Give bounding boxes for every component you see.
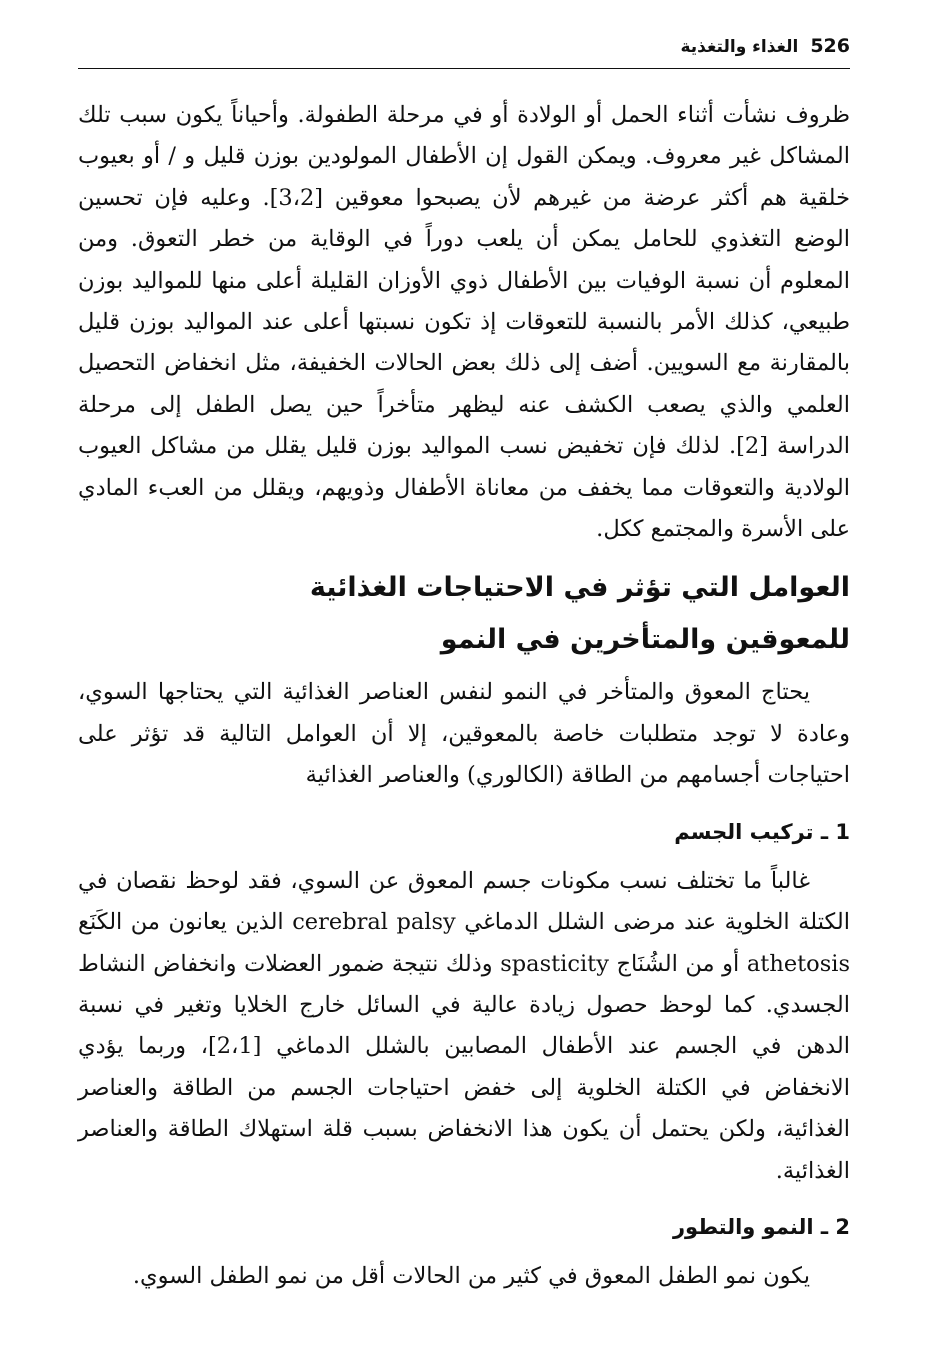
paragraph-body-composition: [78, 861, 850, 1192]
body-composition-text-b: الذين يعانون من الكَنَع: [78, 909, 284, 936]
subsection-heading-growth: 2 ـ النمو والتطور: [672, 1214, 850, 1239]
term-athetosis: athetosis: [746, 950, 851, 977]
section-title-line-1: العوامل التي تؤثر في الاحتياجات الغذائية: [309, 572, 850, 604]
section-title: [78, 562, 850, 666]
body-composition-text-c: أو من الشُنَاج: [616, 950, 740, 977]
body-composition-text-a: غالباً ما تختلف نسب مكونات جسم المعوق عن السوي، فقد لوحظ نقصان في الكتلة الخلوية عند مرضى الشلل الدماغي: [78, 867, 851, 936]
body-composition-text-d: وذلك نتيجة ضمور العضلات وانخفاض النشاط الجسدي. كما لوحظ حصول زيادة عالية في السائل خارج الخلايا وتغير في نسبة الدهن في الجسم عند الأطفال المصابين بالشلل الدماغي [2،1]، وربما يؤدي الانخفاض في الكتلة الخلوية إلى خفض احتياجات الجسم من الطاقة والعناصر الغذائية، ولكن يحتمل أن يكون هذا الانخفاض بسبب قلة استهلاك الطاقة والعناصر الغذائية.: [78, 950, 851, 1184]
header-rule: [78, 68, 850, 69]
running-head: [78, 28, 850, 64]
paragraph-intro: ظروف نشأت أثناء الحمل أو الولادة أو في مرحلة الطفولة. وأحياناً يكون سبب تلك المشاكل غير معروف. ويمكن القول إن الأطفال المولودين بوزن قليل و / أو بعيوب خلقية هم أكثر عرضة من غيرهم لأن يصبحوا معوقين [3،2]. وعليه فإن تحسين الوضع التغذوي للحامل يمكن أن يلعب دوراً في الوقاية من خطر التعوق. ومن المعلوم أن نسبة الوفيات بين الأطفال ذوي الأوزان القليلة أعلى منها للمواليد بوزن طبيعي، كذلك الأمر بالنسبة للتعوقات إذ تكون نسبتها أعلى عند المواليد بوزن قليل بالمقارنة مع السويين. أضف إلى ذلك بعض الحالات الخفيفة، مثل انخفاض التحصيل العلمي والذي يصعب الكشف عنه ليظهر متأخراً حين يصل الطفل إلى مرحلة الدراسة [2]. لذلك فإن تخفيض نسب المواليد بوزن قليل يقلل من مشاكل العيوب الولادية والتعوقات مما يخفف من معاناة الأطفال وذويهم، ويقلل من العبء المادي على الأسرة والمجتمع ككل.: [78, 102, 850, 543]
section-intro-paragraph: يحتاج المعوق والمتأخر في النمو لنفس العناصر الغذائية التي يحتاجها السوي، وعادة لا توجد متطلبات خاصة بالمعوقين، إلا أن العوامل التالية قد تؤثر على احتياجات أجسامهم من الطاقة (الكالوري) والعناصر الغذائية: [78, 679, 850, 789]
subsection-heading-body-composition: 1 ـ تركيب الجسم: [674, 819, 850, 844]
term-cerebral-palsy: cerebral palsy: [292, 909, 456, 936]
running-title: الغذاء والتغذية: [680, 37, 799, 57]
paragraph-growth: يكون نمو الطفل المعوق في كثير من الحالات أقل من نمو الطفل السوي.: [132, 1262, 810, 1289]
section-title-line-2: للمعوقين والمتأخرين في النمو: [440, 624, 850, 656]
term-spasticity: spasticity: [500, 950, 609, 977]
book-page: [78, 28, 850, 1297]
page-number: 526: [810, 35, 850, 57]
